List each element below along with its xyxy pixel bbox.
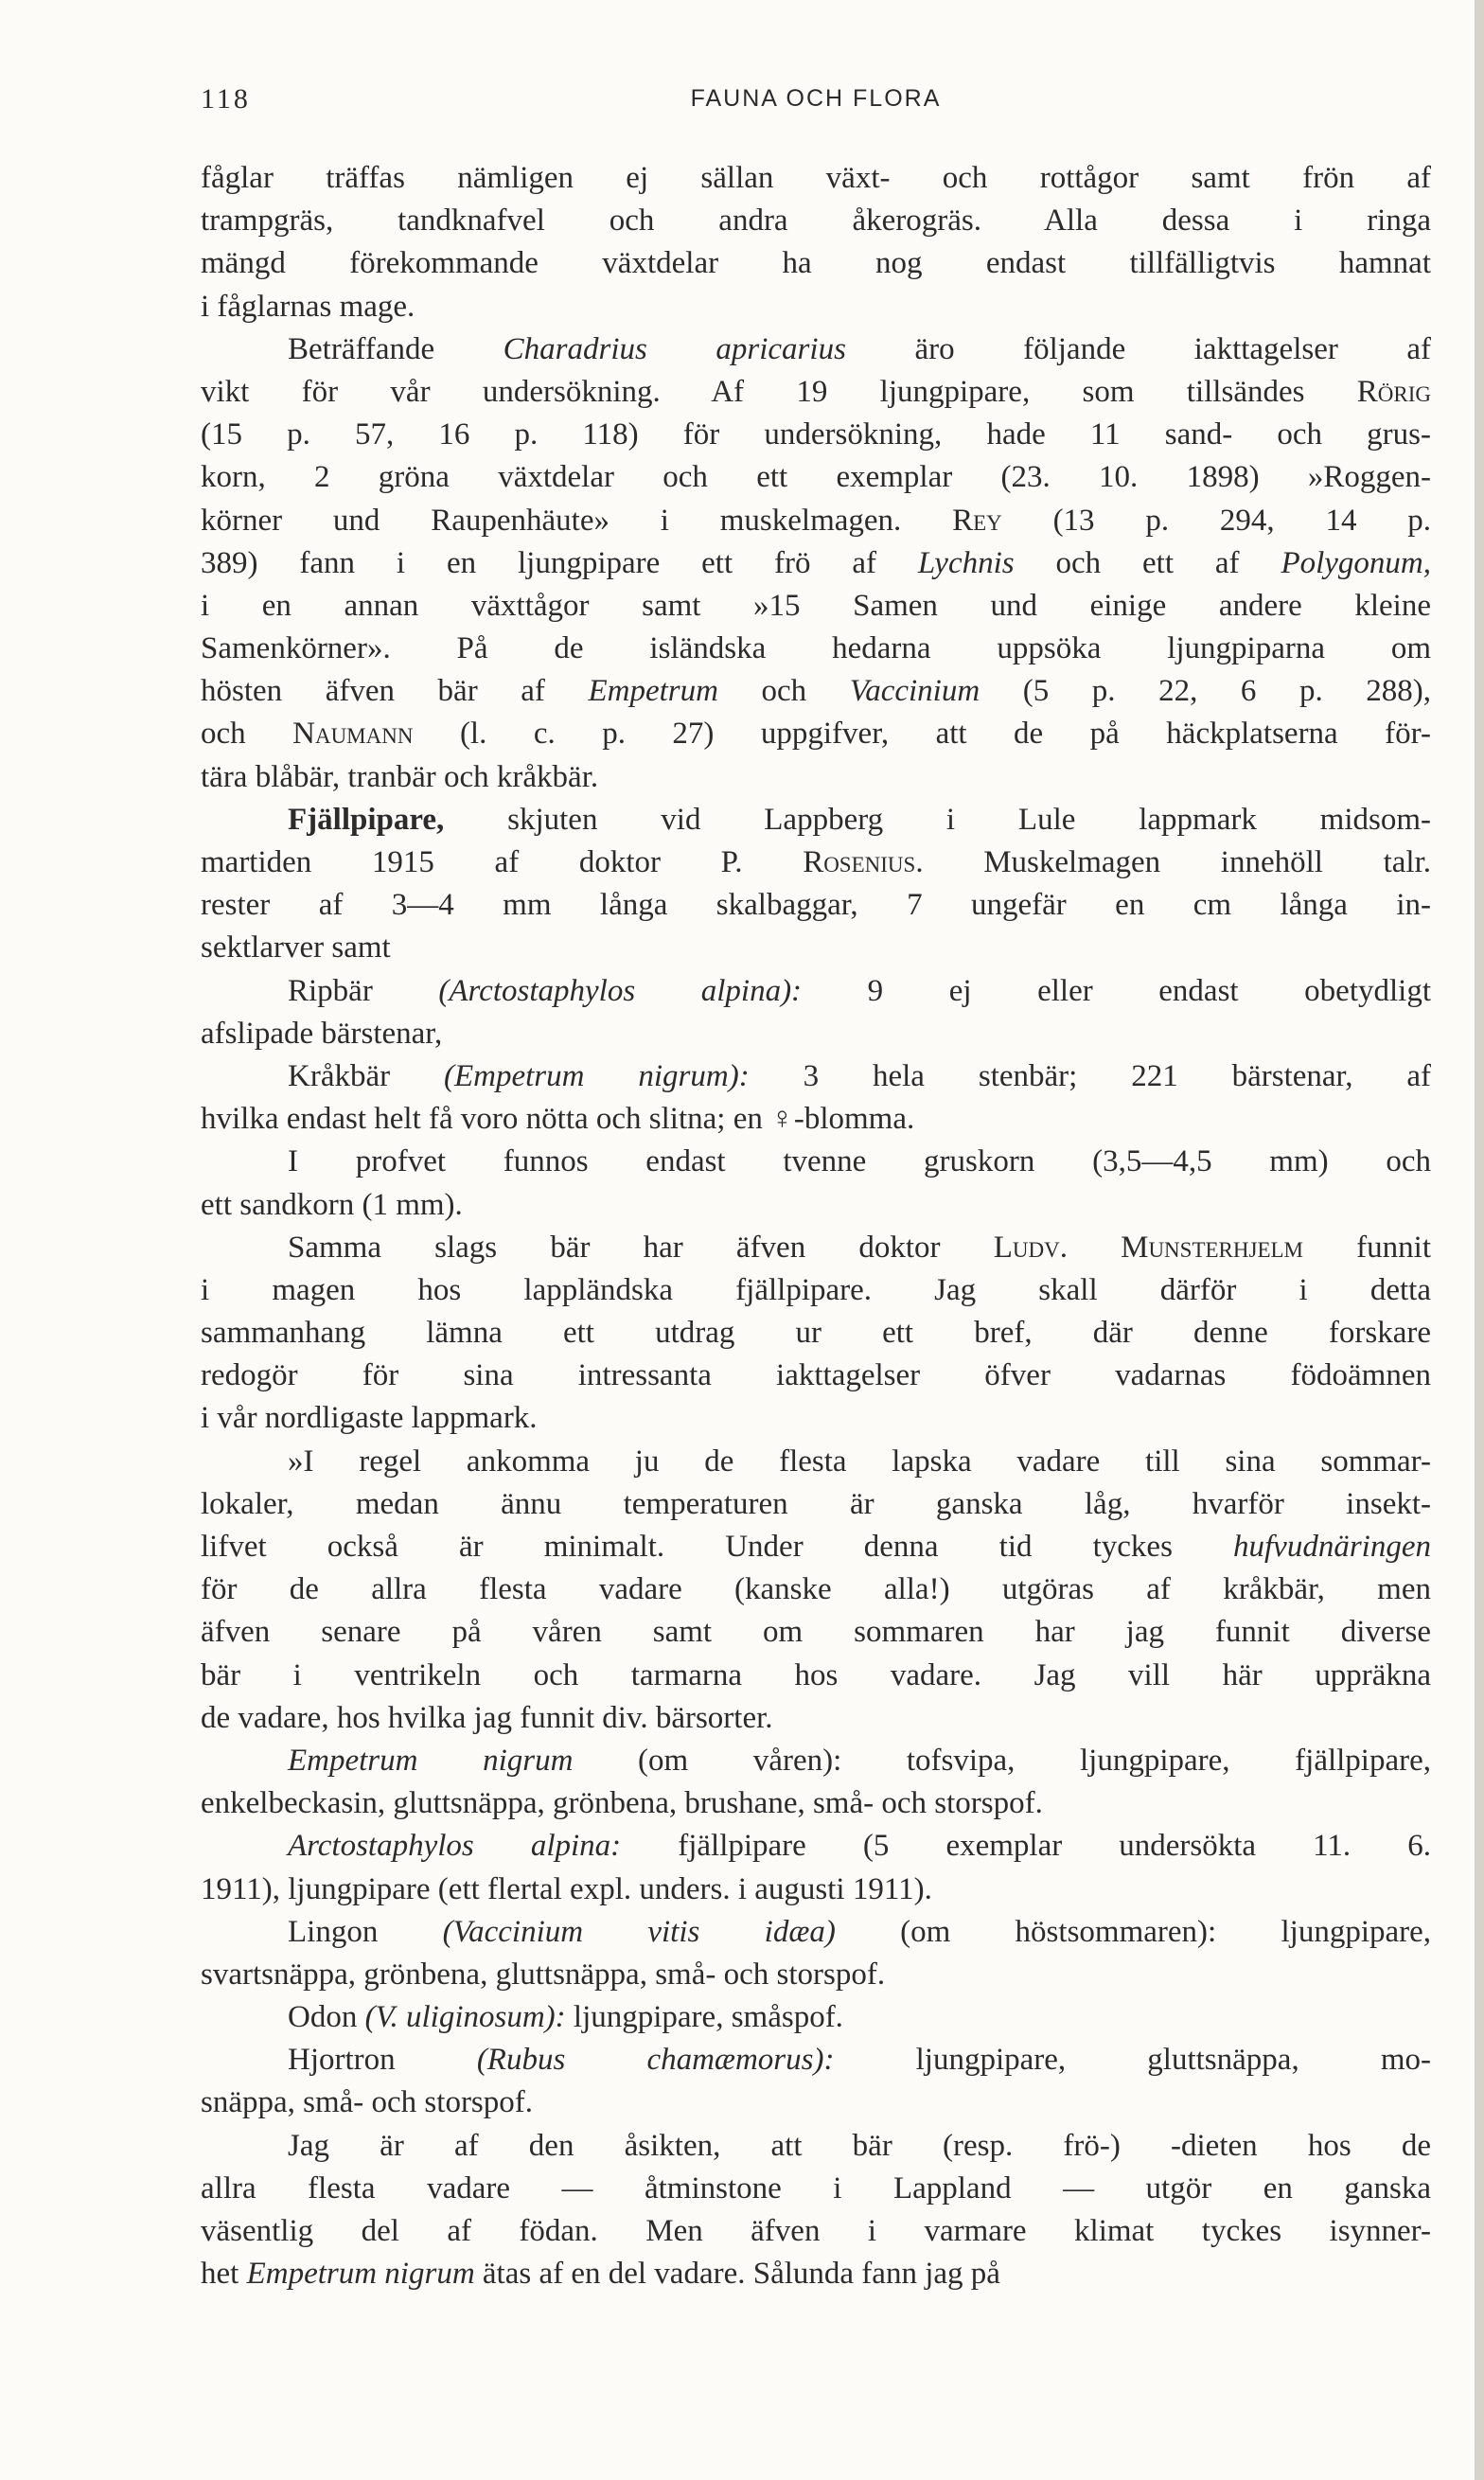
text-span: i en annan växttågor samt »15 Samen und einige andere kleine [201,588,1431,623]
text-line [201,1911,1431,1954]
text-span: hösten äfven bär af [201,674,589,709]
text-span: Samenkörner». På de isländska hedarna uppsöka ljungpiparna om [201,631,1431,666]
text-span: (om våren): tofsvipa, ljungpipare, fjällpipare, [573,1743,1432,1778]
italic-span: Arctostaphylos alpina: [288,1829,622,1864]
text-span: och [201,717,293,752]
italic-span: Charadrius apricarius [503,331,846,366]
text-span: sammanhang lämna ett utdrag ur ett bref, där denne forskare [201,1316,1431,1351]
text-line [201,1098,1431,1141]
text-line [201,628,1431,670]
body-text [201,157,1431,2295]
italic-span: Polygonum, [1281,545,1431,580]
text-line [201,1441,1431,1483]
smallcaps-name: Ludv. Munsterhjelm [993,1230,1304,1265]
text-line [201,585,1431,628]
text-span: tära blåbär, tranbär och kråkbär. [201,759,599,794]
text-span: (om höstsommaren): ljungpipare, [835,1914,1432,1949]
italic-span: (Vaccinium vitis idæa) [442,1914,836,1949]
italic-span: Vaccinium [849,674,980,709]
text-line [201,1141,1431,1183]
text-line [201,1483,1431,1526]
text-span: i vår nordligaste lappmark. [201,1401,538,1436]
text-span: allra flesta vadare — åtminstone i Lappland — utgör en ganska [201,2170,1431,2205]
text-span: Lingon [288,1914,443,1949]
text-span: Odon [288,2000,365,2035]
text-line [201,414,1431,456]
text-line [201,1055,1431,1098]
bold-heading: Fjällpipare, [288,802,445,837]
text-span: sektlarver samt [201,930,391,965]
italic-span: Lychnis [917,545,1015,580]
italic-span: (Empetrum nigrum): [444,1058,750,1093]
text-line [201,1655,1431,1697]
text-line [201,1227,1431,1269]
smallcaps-name: Rosenius [803,845,916,879]
text-line [201,542,1431,585]
text-line [201,670,1431,713]
text-line [201,1269,1431,1312]
text-span: fjällpipare (5 exemplar undersökta 11. 6. [621,1829,1431,1864]
italic-span: Empetrum nigrum [288,1743,574,1778]
text-span: körner und Raupenhäute» i muskelmagen. [201,503,953,538]
text-span: bär i ventrikeln och tarmarna hos vadare. Jag vill här uppräkna [201,1657,1431,1692]
text-line [201,456,1431,499]
text-line [201,286,1431,328]
text-span: snäppa, små- och storspof. [201,2085,534,2120]
text-line [201,1996,1431,2039]
text-line [201,1954,1431,1996]
text-line [201,2039,1431,2081]
smallcaps-name: Rey [952,503,1002,538]
page-header [201,83,1431,121]
text-span: i fåglarnas mage. [201,289,415,324]
text-span: (l. c. p. 27) uppgifver, att de på häckplatserna för- [413,717,1431,752]
text-span: ätas af en del vadare. Sålunda fann jag på [474,2257,1000,2292]
text-span: svartsnäppa, grönbena, gluttsnäppa, små- och storspof. [201,1957,886,1992]
text-span: mängd förekommande växtdelar ha nog endast tillfälligtvis hamnat [201,246,1431,281]
text-span: funnit [1303,1230,1432,1265]
text-line [201,500,1431,542]
text-line [201,2253,1431,2295]
text-span: Hjortron [288,2043,477,2078]
text-line [201,2125,1431,2168]
text-line [201,970,1431,1013]
page-number: 118 [201,83,251,115]
text-line [201,2168,1431,2210]
text-line [201,1526,1431,1568]
text-span: rester af 3—4 mm långa skalbaggar, 7 ungefär en cm långa in- [201,888,1431,923]
text-span: Beträffande [288,331,504,366]
text-span: 389) fann i en ljungpipare ett frö af [201,545,918,580]
smallcaps-name: Naumann [292,717,414,752]
text-span: »I regel ankomma ju de flesta lapska vadare till sina sommar- [288,1444,1431,1479]
text-line [201,1740,1431,1782]
text-span: ljungpipare, gluttsnäppa, mo- [834,2043,1432,2078]
text-span: het [201,2257,247,2292]
text-span: 1911), ljungpipare (ett flertal expl. unders. i augusti 1911). [201,1871,932,1906]
text-line [201,371,1431,414]
text-span: (15 p. 57, 16 p. 118) för undersökning, hade 11 sand- och grus- [201,417,1431,452]
text-span: hvilka endast helt få voro nötta och slitna; en ♀-blomma. [201,1102,915,1137]
text-span: I profvet funnos endast tvenne gruskorn (3,5—4,5 mm) och [288,1144,1431,1179]
text-span: Samma slags bär har äfven doktor [288,1230,994,1265]
text-span: afslipade bärstenar, [201,1016,443,1051]
text-line [201,799,1431,841]
text-span: redogör för sina intressanta iakttagelser öfver vadarnas födoämnen [201,1358,1431,1393]
text-span: i magen hos lappländska fjällpipare. Jag skall därför i detta [201,1272,1431,1307]
text-span: fåglar träffas nämligen ej sällan växt- och rottågor samt frön af [201,161,1431,195]
italic-span: Empetrum [588,674,718,709]
text-line [201,1697,1431,1740]
text-span: lokaler, medan ännu temperaturen är ganska låg, hvarför insekt- [201,1486,1431,1521]
italic-span: (Rubus chamæmorus): [476,2043,835,2078]
smallcaps-name: Rörig [1356,374,1431,409]
italic-span: Empetrum nigrum [246,2257,475,2292]
text-span: äro följande iakttagelser af [845,331,1432,366]
text-span: 9 ej eller endast obetydligt [802,973,1431,1008]
text-span: 3 hela stenbär; 221 bärstenar, af [749,1058,1432,1093]
text-span: och [717,674,850,709]
text-span: och ett af [1014,545,1281,580]
text-span: . Muskelmagen innehöll talr. [915,845,1431,879]
text-line [201,1568,1431,1611]
text-line [201,200,1431,242]
text-line [201,1869,1431,1911]
text-line [201,1013,1431,1055]
text-line [201,1825,1431,1868]
italic-span: (Arctostaphylos alpina): [438,973,803,1008]
text-span: korn, 2 gröna växtdelar och ett exemplar (23. 10. 1898) »Roggen- [201,460,1431,495]
text-line [201,2081,1431,2124]
text-span: för de allra flesta vadare (kanske alla!) utgöras af kråkbär, men [201,1572,1431,1607]
italic-span: (V. uliginosum): [364,2000,566,2035]
text-span: äfven senare på våren samt om sommaren har jag funnit diverse [201,1615,1431,1650]
text-span: ett sandkorn (1 mm). [201,1187,463,1222]
text-line [201,1312,1431,1355]
text-span: väsentlig del af födan. Men äfven i varmare klimat tyckes isynner- [201,2214,1431,2248]
page-edge [1475,0,1484,2480]
text-line [201,1782,1431,1825]
text-line [201,884,1431,927]
text-span: Kråkbär [288,1058,445,1093]
text-line [201,157,1431,200]
text-span: vikt för vår undersökning. Af 19 ljungpipare, som tillsändes [201,374,1357,409]
text-span: de vadare, hos hvilka jag funnit div. bärsorter. [201,1700,773,1735]
text-span: Ripbär [288,973,439,1008]
text-line [201,841,1431,884]
text-line [201,1355,1431,1397]
text-span: enkelbeckasin, gluttsnäppa, grönbena, brushane, små- och storspof. [201,1786,1043,1821]
text-line [201,927,1431,969]
text-line [201,242,1431,285]
text-span: martiden 1915 af doktor P. [201,845,804,879]
italic-span: hufvudnäringen [1233,1530,1431,1564]
running-title: FAUNA OCH FLORA [690,85,942,112]
text-span: skjuten vid Lappberg i Lule lappmark midsom- [444,802,1431,837]
text-span: ljungpipare, småspof. [565,2000,843,2035]
text-span: (13 p. 294, 14 p. [1001,503,1431,538]
text-line [201,1397,1431,1440]
text-line [201,1611,1431,1654]
text-line [201,2210,1431,2253]
text-span: (5 p. 22, 6 p. 288), [980,674,1431,709]
text-span: trampgräs, tandknafvel och andra åkerogräs. Alla dessa i ringa [201,204,1431,239]
text-line [201,756,1431,799]
text-span: Jag är af den åsikten, att bär (resp. frö-) -dieten hos de [288,2128,1431,2163]
text-span: lifvet också är minimalt. Under denna tid tyckes [201,1530,1234,1564]
text-line [201,328,1431,371]
text-line [201,713,1431,755]
text-line [201,1184,1431,1227]
